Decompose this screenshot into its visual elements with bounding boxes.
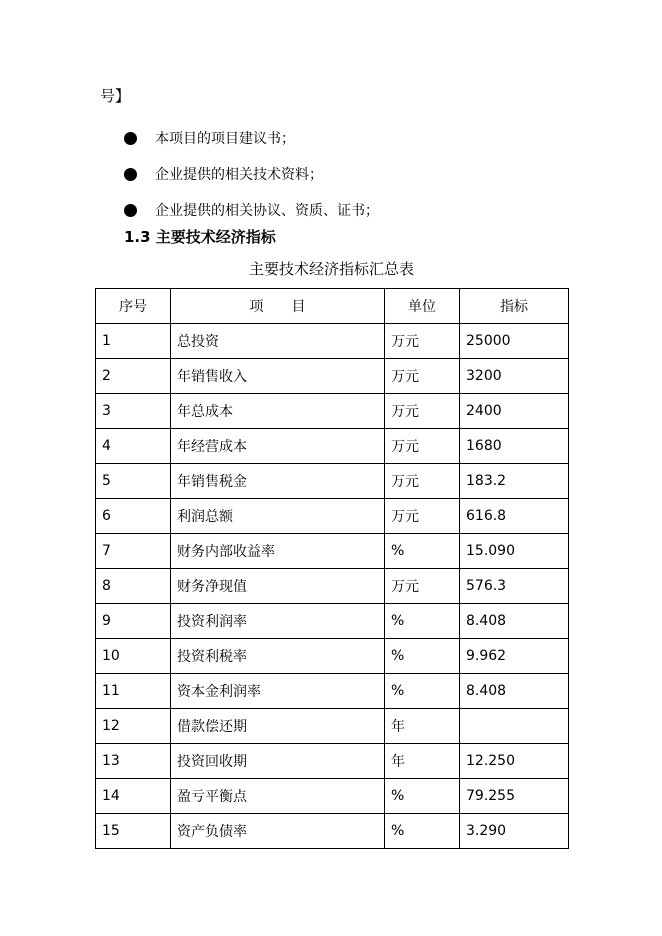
cell-item: 年销售税金 bbox=[171, 464, 385, 499]
cell-unit: % bbox=[385, 814, 460, 849]
cell-item: 投资回收期 bbox=[171, 744, 385, 779]
cell-item: 利润总额 bbox=[171, 499, 385, 534]
table-row bbox=[96, 359, 569, 394]
cell-item: 借款偿还期 bbox=[171, 709, 385, 744]
cell-item: 财务净现值 bbox=[171, 569, 385, 604]
cell-no: 4 bbox=[96, 429, 171, 464]
cell-unit: % bbox=[385, 604, 460, 639]
cell-item: 投资利润率 bbox=[171, 604, 385, 639]
cell-unit: % bbox=[385, 779, 460, 814]
table-title: 主要技术经济指标汇总表 bbox=[248, 260, 414, 278]
list-item-label: 本项目的项目建议书； bbox=[155, 131, 295, 147]
table-row bbox=[96, 744, 569, 779]
section-heading: 1.3 主要技术经济指标 bbox=[124, 228, 276, 246]
cell-unit: 万元 bbox=[385, 324, 460, 359]
table-row bbox=[96, 814, 569, 849]
cell-no: 5 bbox=[96, 464, 171, 499]
cell-unit: 万元 bbox=[385, 394, 460, 429]
table-row bbox=[96, 324, 569, 359]
cell-unit: 万元 bbox=[385, 464, 460, 499]
cell-unit: 万元 bbox=[385, 429, 460, 464]
cell-value: 183.2 bbox=[460, 464, 569, 499]
table-row bbox=[96, 499, 569, 534]
cell-value: 9.962 bbox=[460, 639, 569, 674]
cell-item: 年经营成本 bbox=[171, 429, 385, 464]
cell-value: 576.3 bbox=[460, 569, 569, 604]
cell-item: 财务内部收益率 bbox=[171, 534, 385, 569]
table-row bbox=[96, 394, 569, 429]
table-row bbox=[96, 674, 569, 709]
table-row bbox=[96, 779, 569, 814]
bullet-icon bbox=[124, 132, 137, 145]
cell-value: 616.8 bbox=[460, 499, 569, 534]
bullet-icon bbox=[124, 168, 137, 181]
list-item bbox=[124, 120, 379, 156]
cell-value: 79.255 bbox=[460, 779, 569, 814]
header-cell-no: 序号 bbox=[96, 289, 171, 324]
cell-value: 3200 bbox=[460, 359, 569, 394]
table-header-row bbox=[96, 289, 569, 324]
table-row bbox=[96, 709, 569, 744]
cell-item: 年总成本 bbox=[171, 394, 385, 429]
cell-value: 1680 bbox=[460, 429, 569, 464]
table-row bbox=[96, 464, 569, 499]
header-cell-item: 项 目 bbox=[171, 289, 385, 324]
cell-value: 12.250 bbox=[460, 744, 569, 779]
cell-unit: 万元 bbox=[385, 499, 460, 534]
cell-value: 25000 bbox=[460, 324, 569, 359]
cell-value bbox=[460, 709, 569, 744]
header-cell-unit: 单位 bbox=[385, 289, 460, 324]
cell-value: 8.408 bbox=[460, 604, 569, 639]
cell-value: 2400 bbox=[460, 394, 569, 429]
cell-unit: 年 bbox=[385, 709, 460, 744]
cell-value: 3.290 bbox=[460, 814, 569, 849]
cell-no: 1 bbox=[96, 324, 171, 359]
cell-unit: 年 bbox=[385, 744, 460, 779]
list-item bbox=[124, 156, 379, 192]
cell-unit: 万元 bbox=[385, 569, 460, 604]
cell-item: 总投资 bbox=[171, 324, 385, 359]
list-item-label: 企业提供的相关协议、资质、证书； bbox=[155, 203, 379, 219]
table-row bbox=[96, 639, 569, 674]
indicators-table bbox=[95, 288, 569, 849]
table-row bbox=[96, 569, 569, 604]
cell-no: 9 bbox=[96, 604, 171, 639]
table-row bbox=[96, 534, 569, 569]
cell-no: 10 bbox=[96, 639, 171, 674]
list-item bbox=[124, 192, 379, 228]
cell-item: 盈亏平衡点 bbox=[171, 779, 385, 814]
cell-no: 13 bbox=[96, 744, 171, 779]
cell-item: 年销售收入 bbox=[171, 359, 385, 394]
cell-no: 14 bbox=[96, 779, 171, 814]
cell-item: 投资利税率 bbox=[171, 639, 385, 674]
cell-unit: % bbox=[385, 639, 460, 674]
cell-value: 8.408 bbox=[460, 674, 569, 709]
cell-unit: % bbox=[385, 534, 460, 569]
basis-list bbox=[124, 120, 379, 228]
cell-no: 15 bbox=[96, 814, 171, 849]
text-fragment: 号】 bbox=[100, 87, 131, 105]
bullet-icon bbox=[124, 204, 137, 217]
cell-no: 12 bbox=[96, 709, 171, 744]
cell-unit: 万元 bbox=[385, 359, 460, 394]
cell-value: 15.090 bbox=[460, 534, 569, 569]
cell-item: 资产负债率 bbox=[171, 814, 385, 849]
table-row bbox=[96, 604, 569, 639]
table-row bbox=[96, 429, 569, 464]
cell-no: 6 bbox=[96, 499, 171, 534]
list-item-label: 企业提供的相关技术资料； bbox=[155, 167, 323, 183]
cell-unit: % bbox=[385, 674, 460, 709]
cell-no: 3 bbox=[96, 394, 171, 429]
header-cell-value: 指标 bbox=[460, 289, 569, 324]
cell-no: 2 bbox=[96, 359, 171, 394]
cell-no: 8 bbox=[96, 569, 171, 604]
cell-item: 资本金利润率 bbox=[171, 674, 385, 709]
cell-no: 11 bbox=[96, 674, 171, 709]
cell-no: 7 bbox=[96, 534, 171, 569]
